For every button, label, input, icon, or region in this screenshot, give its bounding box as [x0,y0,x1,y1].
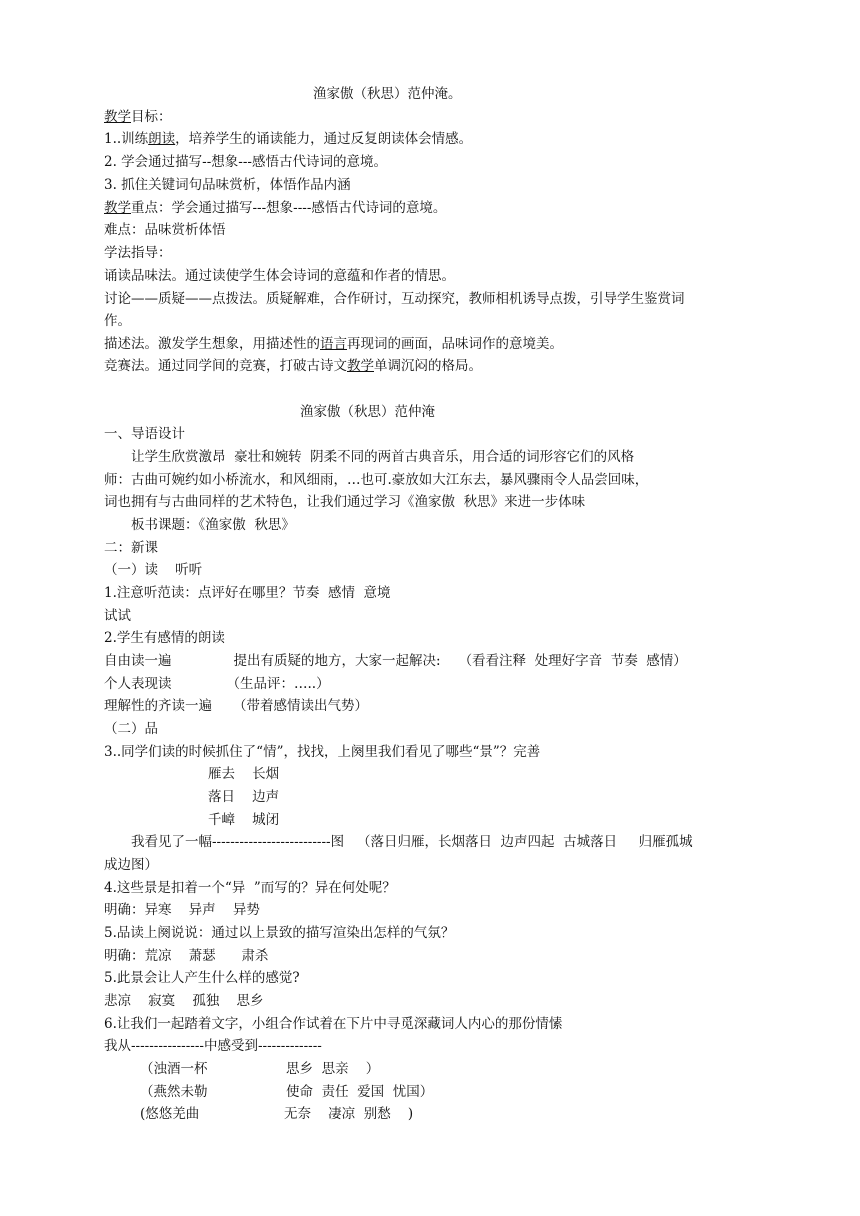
board-title: 板书课题：《渔家傲 秋思》 [131,517,295,533]
section-1-heading: 一、导语设计 [104,426,185,442]
doc-title: 渔家傲（秋思）范仲淹。 [313,86,462,102]
text-segment: 描述法。激发学生想象，用描述性的 [104,336,320,352]
text-segment: 理解性的齐读一遍 [104,698,212,714]
method-2-cont: 作。 [104,313,131,329]
step-4: 4.这些景是扣着一个“异 ”而写的？异在何处呢？ [104,880,396,896]
goal-3: 3. 抓住关键词句品味赏析，体悟作品内涵 [104,177,351,193]
underlined-word: 朗读 [148,131,176,147]
text-segment: 提出有质疑的地方，大家一起解决: [233,653,441,669]
intro-line-2: 师：古曲可婉约如小桥流水，和风细雨，…也可.豪放如大江东去，暴风骤雨令人品尝回味， [104,472,649,488]
key-point [104,199,446,217]
text-segment: ，培养学生的诵读能力，通过反复朗读体会情感。 [175,131,473,147]
emotion-row-3 [140,1105,413,1123]
emotion-row-2 [140,1083,433,1101]
text-segment: （浊酒一杯 [140,1061,208,1077]
part-2-heading: （二）品 [104,721,158,737]
intro-line-1: 让学生欣赏激昂 豪壮和婉转 阴柔不同的两首古典音乐，用合适的词形容它们的风格 [131,449,635,465]
underlined-word: 教学 [104,200,131,216]
text-segment: 竞赛法。通过同学间的竞赛，打破古诗文 [104,358,347,374]
underlined-word: 教学 [347,358,374,374]
goal-1 [104,130,472,148]
answer-5b: 悲凉 寂寞 孤独 思乡 [104,993,264,1009]
scene-row-1: 雁去 长烟 [208,766,280,782]
answer-4: 明确：异寒 异声 异势 [104,902,260,918]
answer-5: 明确：荒凉 萧瑟 肃杀 [104,948,269,964]
step-5: 5.品读上阕说说：通过以上景致的描写渲染出怎样的气氛？ [104,925,455,941]
method-4 [104,357,482,375]
method-2: 讨论——质疑——点拨法。质疑解难，合作研讨，互动探究，教师相机诱导点拨，引导学生鉴赏词 [104,291,685,307]
text-segment: 思乡 思亲 ） [286,1061,380,1077]
reading-row-1 [104,652,687,670]
underlined-word: 语言 [320,336,347,352]
saw-line-2: 成边图） [104,857,158,873]
section-2-heading: 二：新课 [104,540,158,556]
scene-row-2: 落日 边声 [208,789,280,805]
reading-row-2 [104,675,330,693]
text-segment: 重点：学会通过描写---想象----感悟古代诗词的意境。 [131,200,447,216]
teaching-goals-heading [104,108,172,126]
text-segment: （燕然未勒 [140,1084,208,1100]
underlined-word: 教学 [104,109,131,125]
method-1: 诵读品味法。通过读使学生体会诗词的意蕴和作者的情思。 [104,268,455,284]
text-segment: 个人表现读 [104,676,172,692]
step-6: 6.让我们一起踏着文字，小组合作试着在下片中寻觅深藏词人内心的那份情愫 [104,1016,563,1032]
intro-line-3: 词也拥有与古曲同样的艺术特色，让我们通过学习《渔家傲 秋思》来进一步体味 [104,494,586,510]
step-3: 3..同学们读的时候抓住了“情”，找找，上阕里我们看见了哪些“景”？完善 [104,744,541,760]
text-segment: 再现词的画面，品味词作的意境美。 [347,336,563,352]
goal-2: 2. 学会通过描写--想象---感悟古代诗词的意境。 [104,154,387,170]
difficulty: 难点：品味赏析体悟 [104,222,226,238]
section-title: 渔家傲（秋思）范仲淹 [300,404,435,420]
heading-rest: 目标： [131,109,172,125]
emotion-row-1 [140,1060,379,1078]
part-1-heading: （一）读 听听 [104,562,203,578]
method-heading: 学法指导： [104,245,172,261]
text-segment: 1..训练 [104,131,149,147]
step-1-try: 试试 [104,608,131,624]
step-1: 1.注意听范读：点评好在哪里？节奏 感情 意境 [104,585,391,601]
reading-row-3 [104,697,368,715]
method-3 [104,335,563,353]
step-6-template: 我从----------------中感受到-------------- [104,1038,322,1054]
text-segment: 使命 责任 爱国 忧国） [286,1084,434,1100]
text-segment: （生品评：…..） [226,676,330,692]
text-segment: 自由读一遍 [104,653,172,669]
text-segment: （带着感情读出气势） [233,698,368,714]
scene-row-3: 千嶂 城闭 [208,812,280,828]
text-segment: (悠悠羌曲 [140,1106,200,1122]
step-2: 2.学生有感情的朗读 [104,630,225,646]
text-segment: 单调沉闷的格局。 [374,358,482,374]
step-5b: 5.此景会让人产生什么样的感觉? [104,970,300,986]
text-segment: 无奈 凄凉 别愁 ) [284,1106,414,1122]
text-segment: （看看注释 处理好字音 节奏 感情） [458,653,687,669]
saw-line-1: 我看见了一幅--------------------------图 （落日归雁，长烟落日 边声四起 古城落日 归雁孤城 [131,834,693,850]
